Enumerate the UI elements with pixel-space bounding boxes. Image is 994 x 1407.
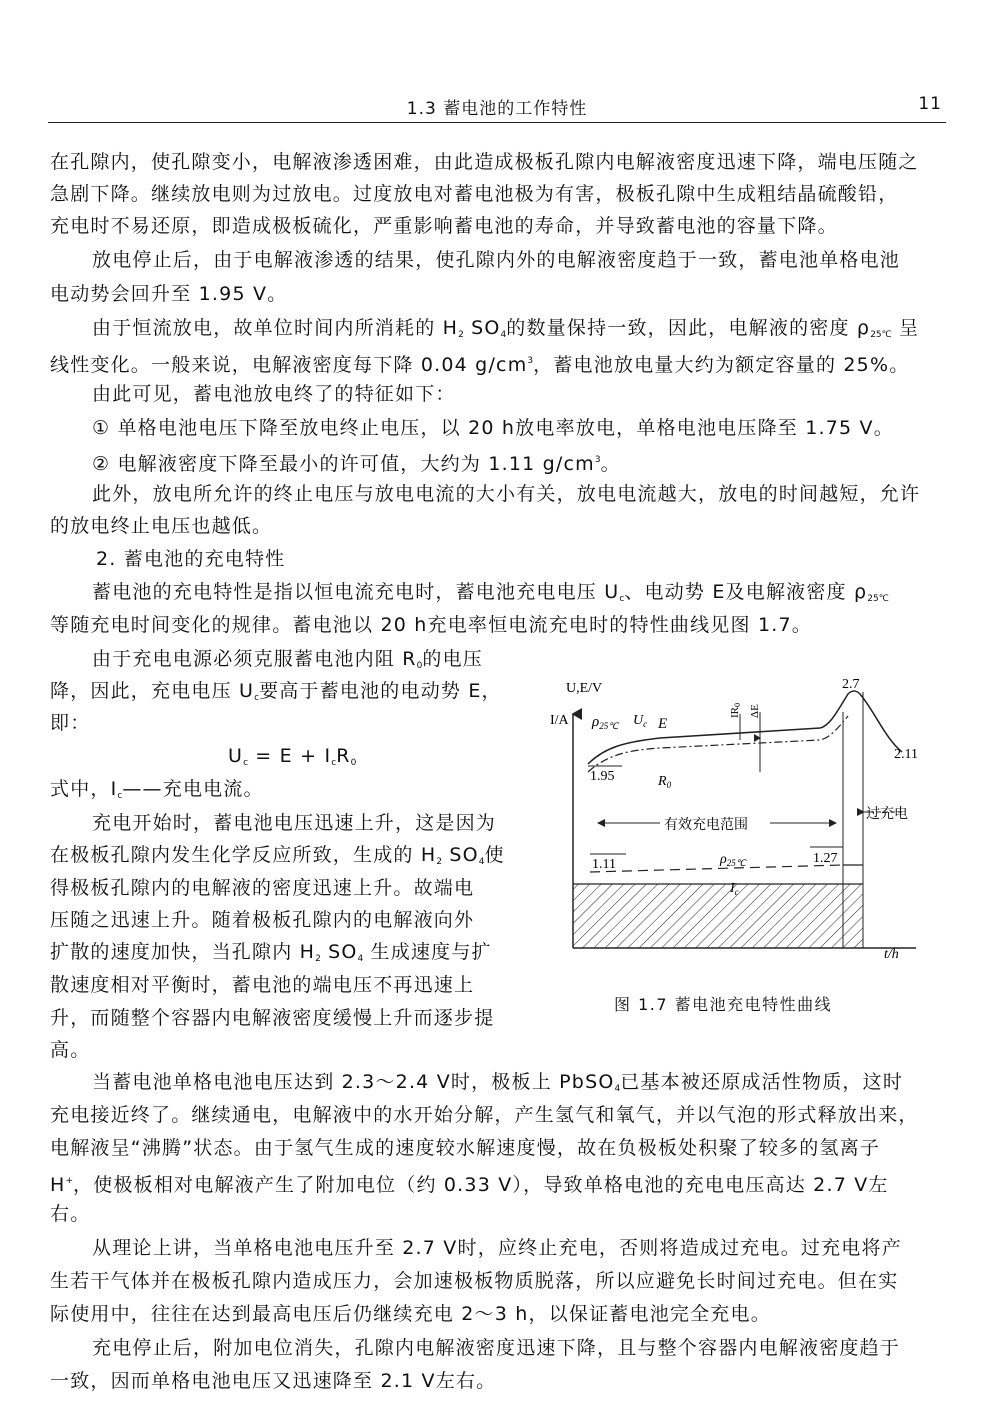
text-line: 当蓄电池单格电池电压达到 2.3～2.4 V时，极板上 PbSO$_4$已基本被还原成活性物质，这时: [92, 1071, 904, 1094]
charging-characteristic-figure: [530, 672, 950, 972]
equation: $U_c = E + I_cR_0$: [228, 745, 357, 768]
peak-value-label: 2.7: [842, 677, 860, 692]
text-line: 由于恒流放电，故单位时间内所消耗的 $H_2$ $SO_4$的数量保持一致，因此，电解液的密度 $\rho_{25℃}$ 呈: [92, 317, 920, 340]
text-line: 电解液呈“沸腾”状态。由于氢气生成的速度较水解速度慢，故在负极板处积聚了较多的氢离子: [50, 1137, 881, 1159]
charging-curve-diagram: [530, 672, 950, 972]
density-start-label: 1.11: [592, 857, 616, 872]
text-line: 由此可见，蓄电池放电终了的特征如下：: [92, 383, 456, 405]
y-axis-label-1: U,E/V: [566, 681, 603, 696]
text-line: 此外，放电所允许的终止电压与放电电流的大小有关，放电电流越大，放电的时间越短，允许: [92, 483, 921, 505]
text-line: 压随之迅速上升。随着极板孔隙内的电解液向外: [50, 909, 475, 931]
text-line: 蓄电池的充电特性是指以恒电流充电时，蓄电池充电电压 $U_c$、电动势 E及电解液密度 $\rho_{25℃}$: [92, 581, 889, 604]
text-line: 扩散的速度加快，当孔隙内 $H_2$ $SO_4$ 生成速度与扩: [50, 941, 492, 964]
page-header: [48, 92, 946, 123]
list-item: ② 电解液密度下降至最小的许可值，大约为 1.11 $g/cm^3$。: [92, 453, 621, 475]
text-line: 降，因此，充电电压 $U_c$要高于蓄电池的电动势 E，: [50, 680, 502, 703]
y-axis-label-2: I/A: [550, 713, 569, 728]
text-line: 充电接近终了。继续通电，电解液中的水开始分解，产生氢气和氧气，并以气泡的形式释放出来，: [50, 1104, 919, 1126]
text-line: 际使用中，往往在达到最高电压后仍继续充电 2～3 h，以保证蓄电池完全充电。: [50, 1303, 771, 1325]
ir0-label: IR0: [729, 703, 742, 718]
e-label: E: [658, 716, 668, 732]
delta-e-label: ΔE: [749, 704, 761, 718]
text-line: 高。: [50, 1039, 91, 1061]
density-end-label: 1.27: [813, 851, 838, 866]
x-axis-label: t/h: [884, 947, 899, 962]
text-line: 在孔隙内，使孔隙变小，电解液渗透困难，由此造成极板孔隙内电解液密度迅速下降，端电压随之: [50, 151, 919, 173]
text-line: 充电停止后，附加电位消失，孔隙内电解液密度迅速下降，且与整个容器内电解液密度趋于: [92, 1337, 901, 1359]
text-line: 放电停止后，由于电解液渗透的结果，使孔隙内外的电解液密度趋于一致，蓄电池单格电池: [92, 249, 901, 271]
text-line: 升，而随整个容器内电解液密度缓慢上升而逐步提: [50, 1007, 495, 1029]
charging-current-area: [573, 884, 863, 948]
text-line: 充电时不易还原，即造成极板硫化，严重影响蓄电池的寿命，并导致蓄电池的容量下降。: [50, 215, 838, 237]
end-value-label: 2.11: [894, 747, 918, 762]
overcharge-label: 过充电: [866, 807, 908, 822]
text-line: 电动势会回升至 1.95 V。: [50, 283, 288, 305]
rho-label: $\rho_{25℃}$: [592, 714, 619, 731]
text-line: 的放电终止电压也越低。: [50, 515, 273, 537]
text-line: 得极板孔隙内的电解液的密度迅速上升。故端电: [50, 877, 475, 899]
text-line: 等随充电时间变化的规律。蓄电池以 20 h充电率恒电流充电时的特性曲线见图 1.7。: [50, 614, 812, 636]
text-line: 右。: [50, 1203, 91, 1225]
uc-label: $U_c$: [633, 713, 648, 729]
text-line: 由于充电电源必须克服蓄电池内阻 $R_0$的电压: [92, 648, 483, 671]
text-line: 散速度相对平衡时，蓄电池的端电压不再迅速上: [50, 974, 475, 996]
section-title: 1.3 蓄电池的工作特性: [406, 99, 588, 119]
text-line: 线性变化。一般来说，电解液密度每下降 0.04 $g/cm^3$，蓄电池放电量大约为额定容量的 25%。: [50, 354, 910, 376]
page-number: 11: [918, 94, 942, 114]
ic-label: $I_c$: [730, 881, 739, 897]
start-value-label: 1.95: [590, 769, 615, 784]
text-line: 一致，因而单格电池电压又迅速降至 2.1 V左右。: [50, 1370, 497, 1392]
r0-label: $R_0$: [658, 774, 672, 790]
text-line: H+，使极板相对电解液产生了附加电位（约 0.33 V），导致单格电池的充电电压高达 2.7 V左: [50, 1174, 889, 1196]
effective-range-label: 有效充电范围: [664, 818, 748, 833]
text-line: 在极板孔隙内发生化学反应所致，生成的 $H_2$ $SO_4$使: [50, 844, 505, 867]
text-line: 急剧下降。继续放电则为过放电。过度放电对蓄电池极为有害，极板孔隙中生成粗结晶硫酸铅，: [50, 183, 899, 205]
list-item: ① 单格电池电压下降至放电终止电压，以 20 h放电率放电，单格电池电压降至 1.75 V。: [92, 417, 894, 439]
density-rho-label: $\rho_{25℃}$: [720, 852, 746, 868]
density-curve: [590, 865, 843, 872]
text-line: 从理论上讲，当单格电池电压升至 2.7 V时，应终止充电，否则将造成过充电。过充电将产: [92, 1237, 902, 1259]
text-line: 即：: [50, 712, 91, 734]
subsection-heading: 2. 蓄电池的充电特性: [96, 548, 286, 570]
figure-caption: 图 1.7 蓄电池充电特性曲线: [614, 995, 833, 1014]
text-line: 充电开始时，蓄电池电压迅速上升，这是因为: [92, 812, 497, 834]
text-line: 生若干气体并在极板孔隙内造成压力，会加速极板物质脱落，所以应避免长时间过充电。但在实: [50, 1270, 899, 1292]
text-line: 式中，$I_c——$充电电流。: [50, 778, 264, 801]
